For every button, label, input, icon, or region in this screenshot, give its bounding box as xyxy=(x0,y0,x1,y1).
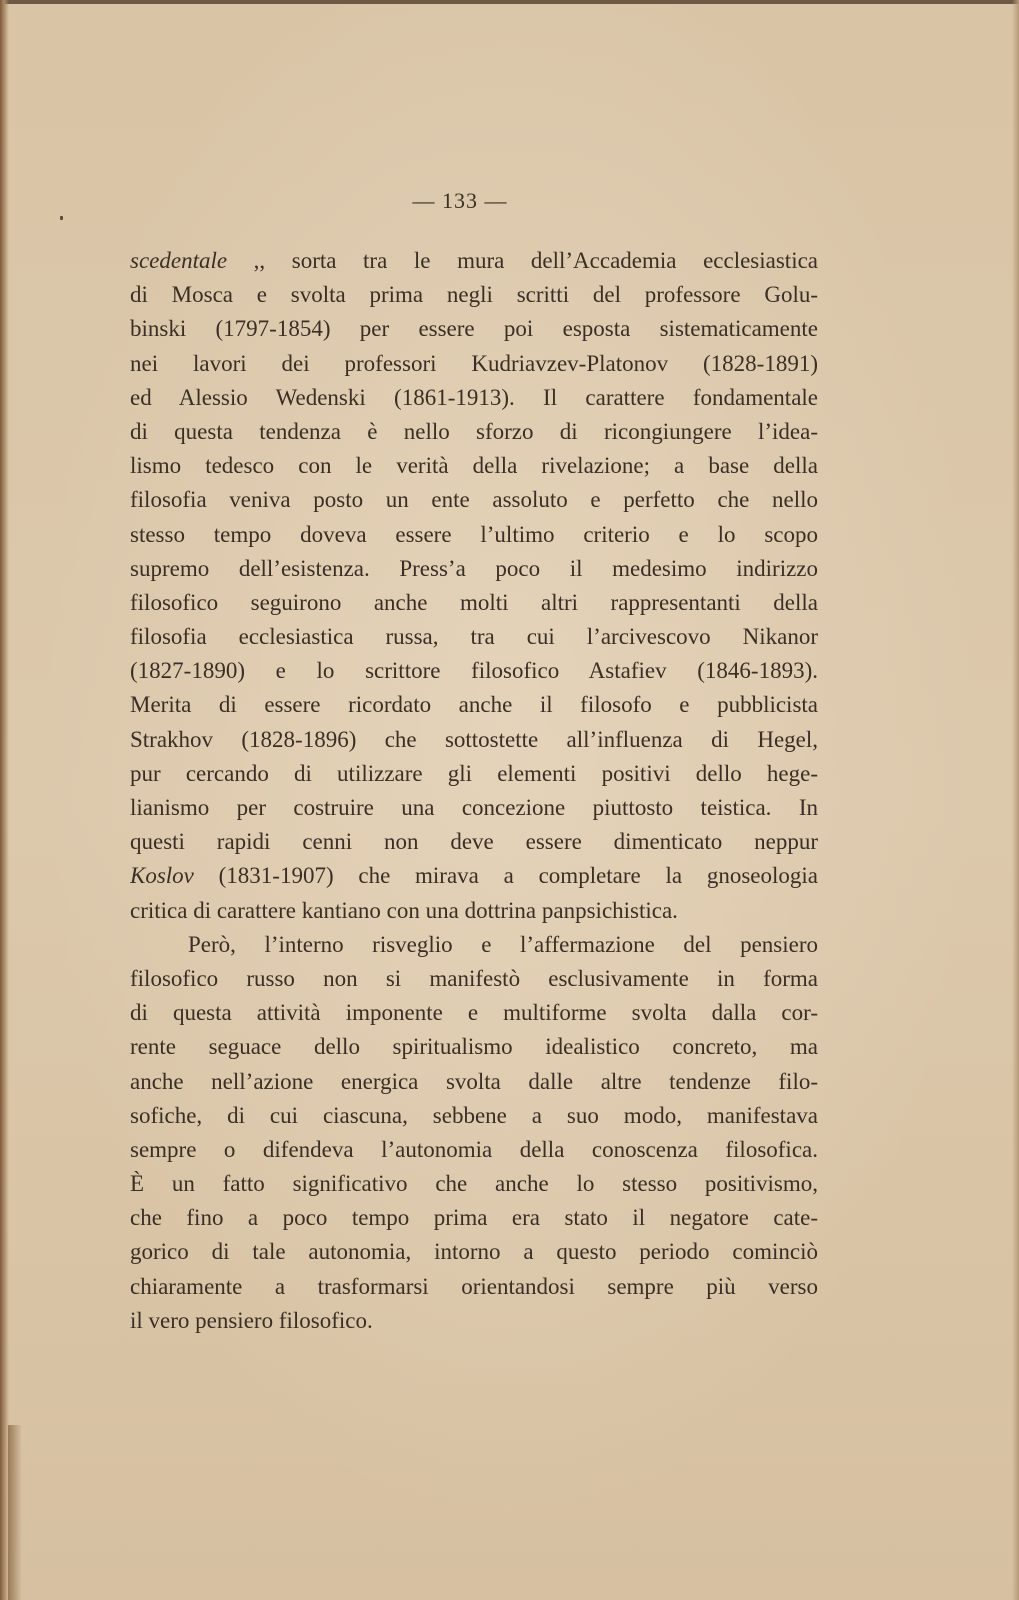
page-left-edge xyxy=(0,0,9,1600)
line-text: chiaramente a trasformarsi orientandosi sempre più verso xyxy=(130,1273,818,1299)
text-line xyxy=(130,859,818,893)
text-line xyxy=(130,1235,818,1269)
line-text: filosofia veniva posto un ente assoluto e perfetto che nello xyxy=(130,487,818,513)
line-text: ed Alessio Wedenski (1861-1913). Il carattere fondamentale xyxy=(130,384,818,410)
text-line xyxy=(130,1065,818,1099)
line-text: critica di carattere kantiano con una dottrina panpsichistica. xyxy=(130,897,678,923)
text-line xyxy=(130,723,818,757)
text-line xyxy=(130,962,818,996)
text-line xyxy=(130,1167,818,1201)
line-text: filosofia ecclesiastica russa, tra cui l’arcivescovo Nikanor xyxy=(130,624,818,650)
text-line xyxy=(130,757,818,791)
text-line xyxy=(130,381,818,415)
text-line xyxy=(130,244,818,278)
line-text: sempre o difendeva l’autonomia della conoscenza filosofica. xyxy=(130,1136,818,1162)
page-top-edge xyxy=(0,0,1019,4)
line-text: (1827-1890) e lo scrittore filosofico Astafiev (1846-1893). xyxy=(130,658,818,684)
line-text: filosofico russo non si manifestò esclusivamente in forma xyxy=(130,965,818,991)
page-number: — 133 — xyxy=(412,188,508,213)
line-text: di Mosca e svolta prima negli scritti del professore Golu- xyxy=(130,282,818,308)
line-text: di questa tendenza è nello sforzo di ricongiungere l’idea- xyxy=(130,418,818,444)
text-line xyxy=(130,1030,818,1064)
text-line xyxy=(130,552,818,586)
text-line xyxy=(130,312,818,346)
italic-term: scedentale xyxy=(130,248,228,273)
line-text: (1831-1907) che mirava a completare la gnoseologia xyxy=(193,863,818,889)
line-text: Merita di essere ricordato anche il filosofo e pubblicista xyxy=(130,692,818,718)
text-line xyxy=(130,1133,818,1167)
line-text: il vero pensiero filosofico. xyxy=(130,1307,373,1333)
line-text: rente seguace dello spiritualismo idealistico concreto, ma xyxy=(130,1034,818,1060)
text-line xyxy=(130,449,818,483)
page-right-edge xyxy=(1012,0,1019,1600)
line-text: lianismo per costruire una concezione piuttosto teistica. In xyxy=(130,795,818,820)
text-line xyxy=(130,688,818,722)
line-text: che fino a poco tempo prima era stato il negatore cate- xyxy=(130,1205,818,1231)
line-text: nei lavori dei professori Kudriavzev-Platonov (1828-1891) xyxy=(130,350,818,376)
binding-shadow xyxy=(8,1425,22,1600)
line-text: lismo tedesco con le verità della rivelazione; a base della xyxy=(130,453,818,479)
italic-term: Koslov xyxy=(130,863,194,889)
text-line xyxy=(130,1270,818,1304)
text-line xyxy=(130,620,818,654)
text-line xyxy=(130,518,818,552)
text-line xyxy=(130,928,818,962)
text-line xyxy=(130,654,818,688)
body-text xyxy=(130,244,818,1338)
line-text: Però, l’interno risveglio e l’affermazione del pensiero xyxy=(188,931,818,957)
text-line xyxy=(130,278,818,312)
text-line xyxy=(130,586,818,620)
text-line xyxy=(130,791,818,825)
line-text: pur cercando di utilizzare gli elementi positivi dello hege- xyxy=(130,760,818,786)
line-text: È un fatto significativo che anche lo stesso positivismo, xyxy=(130,1171,818,1197)
line-text: filosofico seguirono anche molti altri rappresentanti della xyxy=(130,589,818,615)
line-text: gorico di tale autonomia, intorno a questo periodo cominciò xyxy=(130,1239,818,1265)
text-line xyxy=(130,347,818,381)
line-text: ,, sorta tra le mura dell’Accademia ecclesiastica xyxy=(227,248,818,273)
text-line xyxy=(130,996,818,1030)
line-text: Strakhov (1828-1896) che sottostette all’influenza di Hegel, xyxy=(130,726,818,752)
text-line xyxy=(130,825,818,859)
line-text: anche nell’azione energica svolta dalle altre tendenze filo- xyxy=(130,1068,818,1094)
line-text: questi rapidi cenni non deve essere dimenticato neppur xyxy=(130,829,818,855)
text-line xyxy=(130,894,818,928)
text-line xyxy=(130,1201,818,1235)
ink-speck xyxy=(60,216,63,220)
line-text: supremo dell’esistenza. Press’a poco il medesimo indirizzo xyxy=(130,555,818,581)
line-text: stesso tempo doveva essere l’ultimo criterio e lo scopo xyxy=(130,521,818,547)
line-text: di questa attività imponente e multiforme svolta dalla cor- xyxy=(130,1000,818,1026)
text-line xyxy=(130,483,818,517)
line-text: sofiche, di cui ciascuna, sebbene a suo modo, manifestava xyxy=(130,1102,818,1128)
text-line xyxy=(130,1099,818,1133)
line-text: binski (1797-1854) per essere poi esposta sistematicamente xyxy=(130,316,818,342)
text-line xyxy=(130,415,818,449)
text-line xyxy=(130,1304,818,1338)
